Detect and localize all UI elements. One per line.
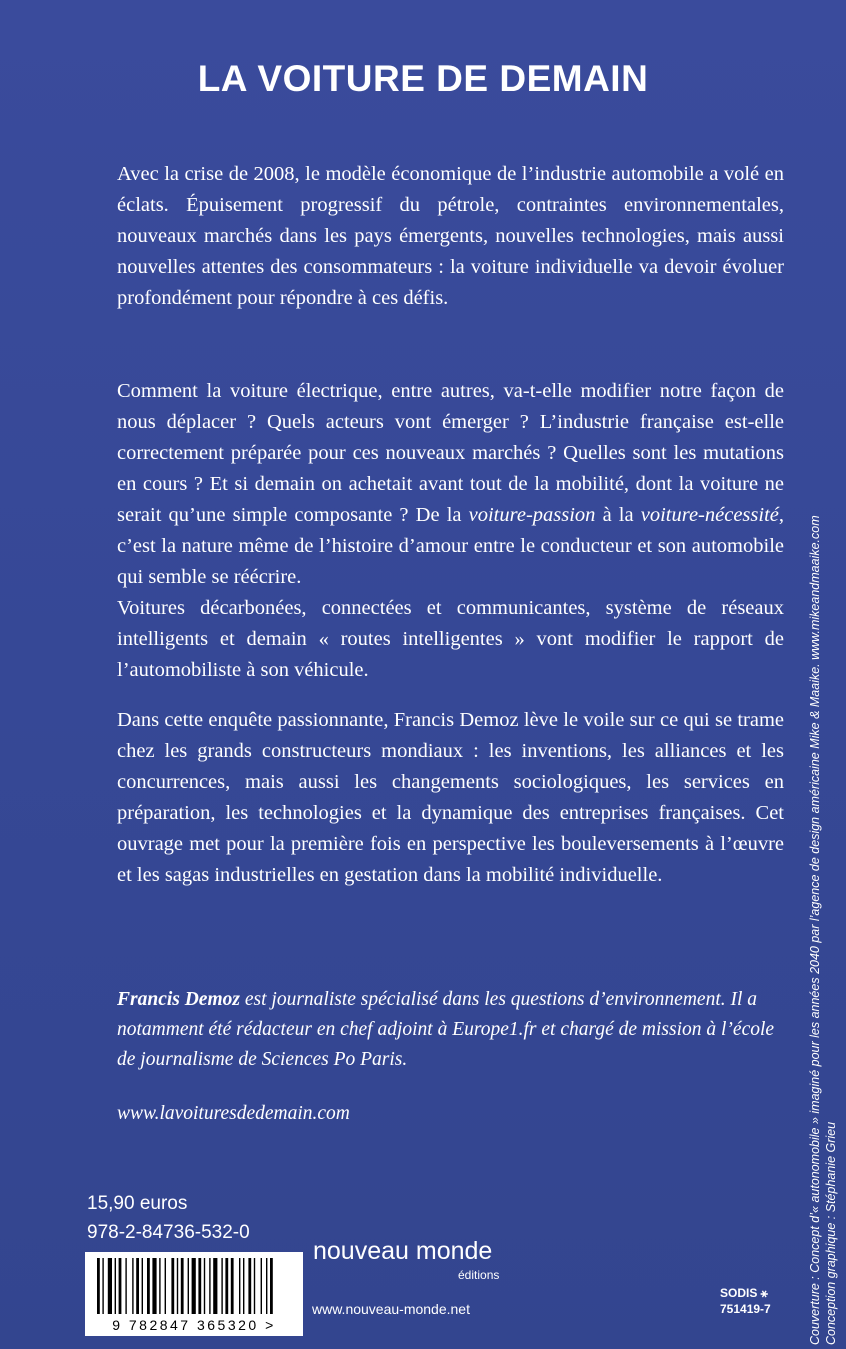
book-website: www.lavoituresdedemain.com	[117, 1103, 350, 1124]
publisher-logo: nouveau monde	[313, 1237, 493, 1265]
author-bio	[117, 985, 797, 1075]
paragraph-2-text-c: , c’est la nature même de l’histoire d’amour entre le conducteur et son automobile qui semble se réécrire.	[117, 504, 784, 588]
barcode-bar	[243, 1258, 244, 1314]
paragraph-2-text-b: à la	[595, 504, 641, 526]
barcode-digits: 9 782847 365320 >	[85, 1314, 303, 1336]
summary-paragraph-2	[117, 376, 784, 593]
publisher-website: www.nouveau-monde.net	[312, 1301, 470, 1317]
barcode-bar	[254, 1258, 255, 1314]
barcode-bar	[97, 1258, 100, 1314]
barcode-bar	[192, 1258, 196, 1314]
publisher-editions: éditions	[458, 1268, 500, 1282]
isbn: 978-2-84736-532-0	[87, 1222, 250, 1243]
barcode-bar	[125, 1258, 126, 1314]
paragraph-2-emphasis-1: voiture-passion	[468, 504, 596, 526]
barcode-bar	[132, 1258, 133, 1314]
paragraph-2-text-a: Comment la voiture électrique, entre autres, va-t-elle modifier notre façon de nous déplacer ? Quels acteurs vont émerger ? L’industrie française est-elle correctement préparée pour ces nouveaux marchés ? Quelles sont les mutations en cours ? Et si demain on achetait avant tout de la mobilité, dont la voiture ne serait qu’une simple composante ? De la	[117, 380, 784, 526]
barcode-bar	[108, 1258, 112, 1314]
barcode-bar	[248, 1258, 251, 1314]
barcode-bar	[171, 1258, 174, 1314]
barcode-bar	[136, 1258, 139, 1314]
barcode-bar	[165, 1258, 166, 1314]
barcode-bar	[115, 1258, 116, 1314]
barcode-bar	[119, 1258, 122, 1314]
barcode-bar	[159, 1258, 160, 1314]
barcode-bar	[102, 1258, 103, 1314]
price: 15,90 euros	[87, 1193, 188, 1214]
barcode-bars	[85, 1252, 303, 1322]
barcode-bar	[198, 1258, 201, 1314]
author-name: Francis Demoz	[117, 989, 240, 1010]
cover-credit-line-2: Conception graphique : Stéphanie Grieu	[824, 1121, 838, 1345]
barcode-bar	[231, 1258, 234, 1314]
summary-paragraph-1: Avec la crise de 2008, le modèle économique de l’industrie automobile a volé en éclats. Épuisement progressif du pétrole, contraintes environnementales, nouveaux marchés dans les pays émergents, nouvelles technologies, mais aussi nouvelles attentes des consommateurs : la voiture individuelle va devoir évoluer profondément pour répondre à ces défis.	[117, 163, 784, 309]
summary-paragraph-4: Dans cette enquête passionnante, Francis Demoz lève le voile sur ce qui se trame chez les grands constructeurs mondiaux : les inventions, les alliances et les concurrences, mais aussi les changements sociologiques, les services en préparation, les technologies et la dynamique des entreprises françaises. Cet ouvrage met pour la première fois en perspective les bouleversements à l’œuvre et les sagas industrielles en gestation dans la mobilité individuelle.	[117, 709, 784, 886]
cover-credits	[807, 515, 839, 1345]
paragraph-2-emphasis-2: voiture-nécessité	[640, 504, 779, 526]
barcode-bar	[177, 1258, 178, 1314]
barcode-bar	[225, 1258, 228, 1314]
barcode-bar	[270, 1258, 273, 1314]
summary-paragraph-3: Voitures décarbonées, connectées et communicantes, système de réseaux intelligents et demain « routes intelligentes » vont modifier le rapport de l’automobiliste à son véhicule.	[117, 597, 784, 681]
barcode-bar	[261, 1258, 262, 1314]
barcode-bar	[152, 1258, 156, 1314]
barcode-bar	[188, 1258, 189, 1314]
barcode-bar	[142, 1258, 143, 1314]
cover-credit-line-1: Couverture : Concept d’« autonomobile » imaginé pour les années 2040 par l’agence de design américaine Mike & Maaike. www.mikeandmaaike.com	[808, 515, 822, 1345]
distributor-code: 751419-7	[720, 1302, 771, 1316]
barcode-bar	[209, 1258, 210, 1314]
book-title: LA VOITURE DE DEMAIN	[197, 58, 649, 99]
barcode-bar	[204, 1258, 205, 1314]
barcode-bar	[181, 1258, 184, 1314]
barcode-bar	[266, 1258, 267, 1314]
distributor-name: SODIS ⚹	[720, 1286, 768, 1300]
barcode-bar	[213, 1258, 217, 1314]
barcode-bar	[239, 1258, 240, 1314]
barcode	[85, 1252, 303, 1336]
barcode-bar	[221, 1258, 222, 1314]
author-bio-text: est journaliste spécialisé dans les questions d’environnement. Il a notamment été rédacteur en chef adjoint à Europe1.fr et chargé de mission à l’école de journalisme de Sciences Po Paris.	[117, 989, 775, 1070]
barcode-bar	[147, 1258, 150, 1314]
